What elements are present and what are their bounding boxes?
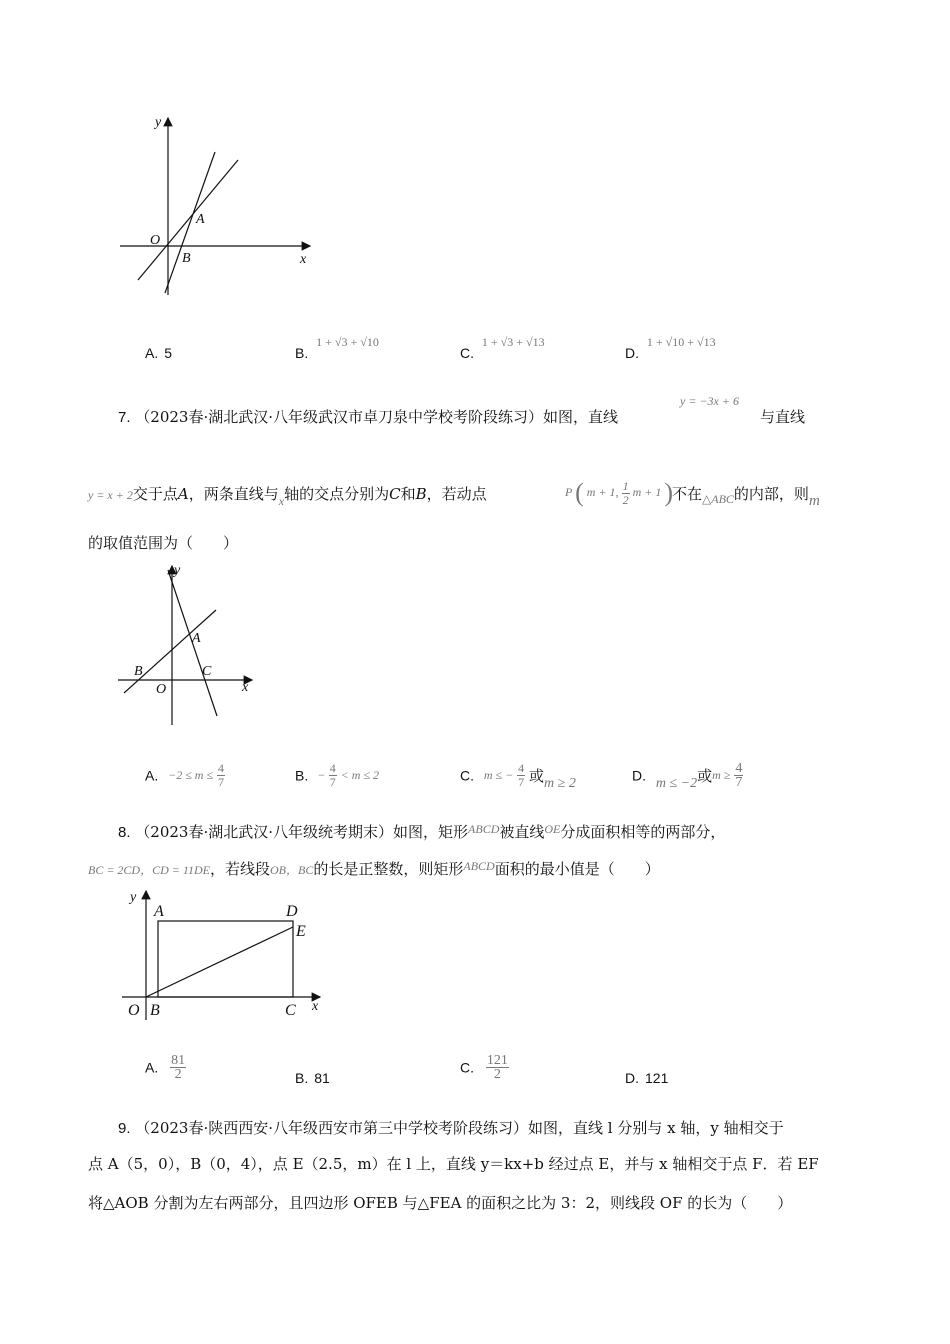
q7-label-c: C <box>202 664 212 679</box>
q6-label-y: y <box>155 115 162 130</box>
q8-figure <box>120 885 340 1025</box>
q6-label-a: A <box>196 212 205 227</box>
q8-line-2: BC = 2CD，CD = 11DE，若线段OB，BC的长是正整数，则矩形$^{ABCD}$面积的最小值是（ ） <box>88 859 660 878</box>
q6-option-d[interactable]: D. 1 + √10 + √13 <box>625 335 716 361</box>
q7-text2: 与直线 <box>760 408 806 426</box>
q8-option-c[interactable]: C. $\frac{121}{2}$ <box>460 1053 508 1082</box>
q7-label-b: B <box>134 664 143 679</box>
q7-text7: 不在$_{\triangle ABC}$的内部，则m <box>672 485 820 509</box>
q8-label-b: B <box>150 1002 160 1019</box>
q8-label-x: x <box>312 999 319 1014</box>
q7-line-3: 的取值范围为（ ） <box>88 534 239 552</box>
q9-line-3: 将△AOB 分割为左右两部分，且四边形 OFEB 与△FEA 的面积之比为 3：2，则线段 OF 的长为（ ） <box>88 1194 793 1212</box>
q8-line-1: 8. （2023春·湖北武汉·八年级统考期末）如图，矩形$^{ABCD}$被直线$^{OE}$分成面积相等的两部分， <box>118 822 726 841</box>
q7-option-c[interactable]: C. m ≤ − $\frac{4}{7}$ 或m ≥ 2 <box>460 761 576 792</box>
q7-line-1: 7. （2023春·湖北武汉·八年级武汉市卓刀泉中学校考阶段练习）如图，直线 <box>118 408 619 426</box>
q7-label-a: A <box>192 631 201 646</box>
q8-label-a: A <box>154 903 164 920</box>
q7-option-b[interactable]: B. − $\frac{4}{7}$ < m ≤ 2 <box>295 761 380 789</box>
q6-label-x: x <box>300 252 307 267</box>
q6-option-c[interactable]: C. 1 + √3 + √13 <box>460 335 545 361</box>
q7-line-2: y = x + 2交于点A，两条直线与$_x$轴的交点分别为C和B，若动点 <box>88 485 487 508</box>
q7-option-d[interactable]: D. m ≤ −2或m ≥ $\frac{4}{7}$ <box>632 761 743 792</box>
q8-option-b[interactable]: B. 81 <box>295 1070 330 1086</box>
q6-line-2 <box>165 152 215 293</box>
q8-label-e: E <box>296 923 306 940</box>
q8-label-d: D <box>286 903 298 920</box>
q9-line-2: 点 A（5，0），B（0，4），点 E（2.5，m）在 l 上，直线 y＝kx+b 经过点 E，并与 x 轴相交于点 F．若 EF <box>88 1155 819 1173</box>
q8-label-c: C <box>285 1002 296 1019</box>
q7-label-y: y <box>174 563 181 578</box>
q6-option-b[interactable]: B. 1 + √3 + √10 <box>295 335 379 361</box>
q6-figure <box>110 110 330 300</box>
q8-label-o: O <box>128 1002 140 1019</box>
q8-option-d[interactable]: D. 121 <box>625 1070 669 1086</box>
q7-figure <box>110 560 270 730</box>
q7-line1-eq: y = −3x + 6 <box>680 394 739 408</box>
q8-line-oe <box>146 927 293 997</box>
q6-label-o: O <box>150 233 161 248</box>
q7-option-a[interactable]: A. −2 ≤ m ≤ $\frac{4}{7}$ <box>145 761 224 789</box>
q7-label-x: x <box>242 680 249 695</box>
q8-label-y: y <box>130 890 137 905</box>
q8-option-a[interactable]: A. $\frac{81}{2}$ <box>145 1053 186 1082</box>
q6-label-b: B <box>182 251 191 266</box>
q6-option-a[interactable]: A. 5 <box>145 345 173 361</box>
q9-line-1: 9. （2023春·陕西西安·八年级西安市第三中学校考阶段练习）如图，直线 l 分别与 x 轴，y 轴相交于 <box>118 1119 784 1137</box>
q7-label-o: O <box>156 682 167 697</box>
q7-point-p: P ( m + 1, $\frac{1}{2}$ m + 1 ) <box>565 478 673 507</box>
